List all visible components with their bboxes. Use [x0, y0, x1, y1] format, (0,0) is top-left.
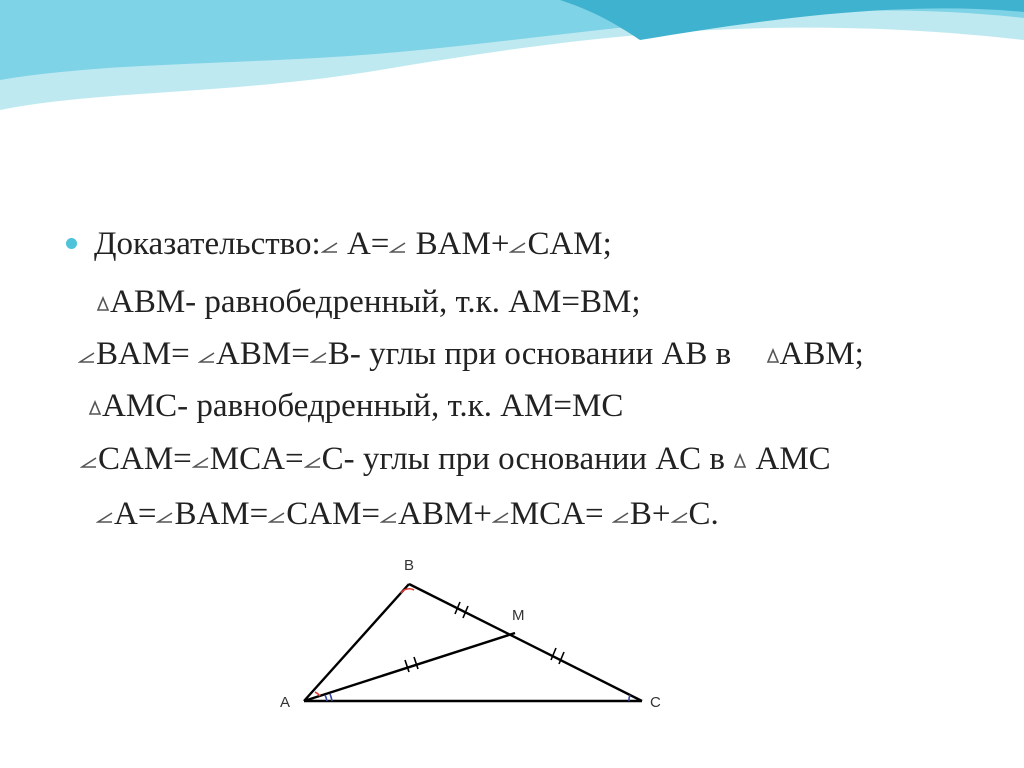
- angle-icon: [310, 350, 328, 364]
- proof-text: ABM=: [216, 336, 310, 372]
- proof-text: B- углы при основании AB в: [327, 336, 740, 372]
- vertex-label-b: B: [404, 557, 415, 574]
- proof-text: BAM+: [407, 226, 510, 262]
- angle-icon: [192, 455, 210, 469]
- proof-text: MCA=: [509, 496, 612, 532]
- proof-text: CAM=: [286, 496, 381, 532]
- proof-text: ABM+: [398, 496, 492, 532]
- proof-text: MCA=: [209, 441, 304, 477]
- angle-icon: [389, 240, 407, 254]
- triangle-icon: [96, 296, 110, 312]
- proof-line-4: [88, 387, 623, 425]
- proof-text: C.: [688, 496, 719, 532]
- angle-icon: [304, 455, 322, 469]
- proof-line-1: [94, 225, 612, 263]
- angle-icon: [509, 240, 527, 254]
- proof-text: CAM=: [98, 441, 192, 477]
- proof-text: ABM;: [779, 336, 864, 372]
- proof-text: AMC: [747, 441, 831, 477]
- angle-icon: [380, 510, 398, 524]
- proof-text: BAM=: [174, 496, 269, 532]
- angle-icon: [80, 455, 98, 469]
- vertex-label-m: M: [512, 607, 525, 624]
- angle-icon: [78, 350, 96, 364]
- proof-heading: Доказательство:: [94, 226, 321, 262]
- diagram-background: [272, 540, 688, 736]
- proof-text: ABM- равнобедренный, т.к. AM=BM;: [110, 284, 641, 320]
- angle-icon: [156, 510, 174, 524]
- bullet-icon: [66, 238, 77, 249]
- triangle-icon: [733, 453, 747, 469]
- proof-line-6: [96, 495, 719, 533]
- triangle-diagram: [272, 540, 688, 736]
- angle-icon: [321, 240, 339, 254]
- angle-icon: [671, 510, 689, 524]
- proof-line-3: [78, 335, 864, 373]
- proof-text: A=: [114, 496, 157, 532]
- proof-text: BAM=: [96, 336, 199, 372]
- proof-line-5: [80, 440, 831, 478]
- proof-text: AMC- равнобедренный, т.к. AM=MC: [102, 388, 624, 424]
- proof-text: CAM;: [527, 226, 612, 262]
- angle-icon: [492, 510, 510, 524]
- proof-text: C- углы при основании AC в: [321, 441, 734, 477]
- angle-icon: [268, 510, 286, 524]
- angle-icon: [96, 510, 114, 524]
- proof-text: B+: [629, 496, 671, 532]
- angle-icon: [198, 350, 216, 364]
- angle-icon: [612, 510, 630, 524]
- vertex-label-a: A: [280, 694, 291, 711]
- proof-text: A=: [338, 226, 390, 262]
- proof-line-2: [96, 283, 641, 321]
- vertex-label-c: C: [650, 694, 661, 711]
- triangle-icon: [88, 400, 102, 416]
- triangle-icon: [766, 348, 780, 364]
